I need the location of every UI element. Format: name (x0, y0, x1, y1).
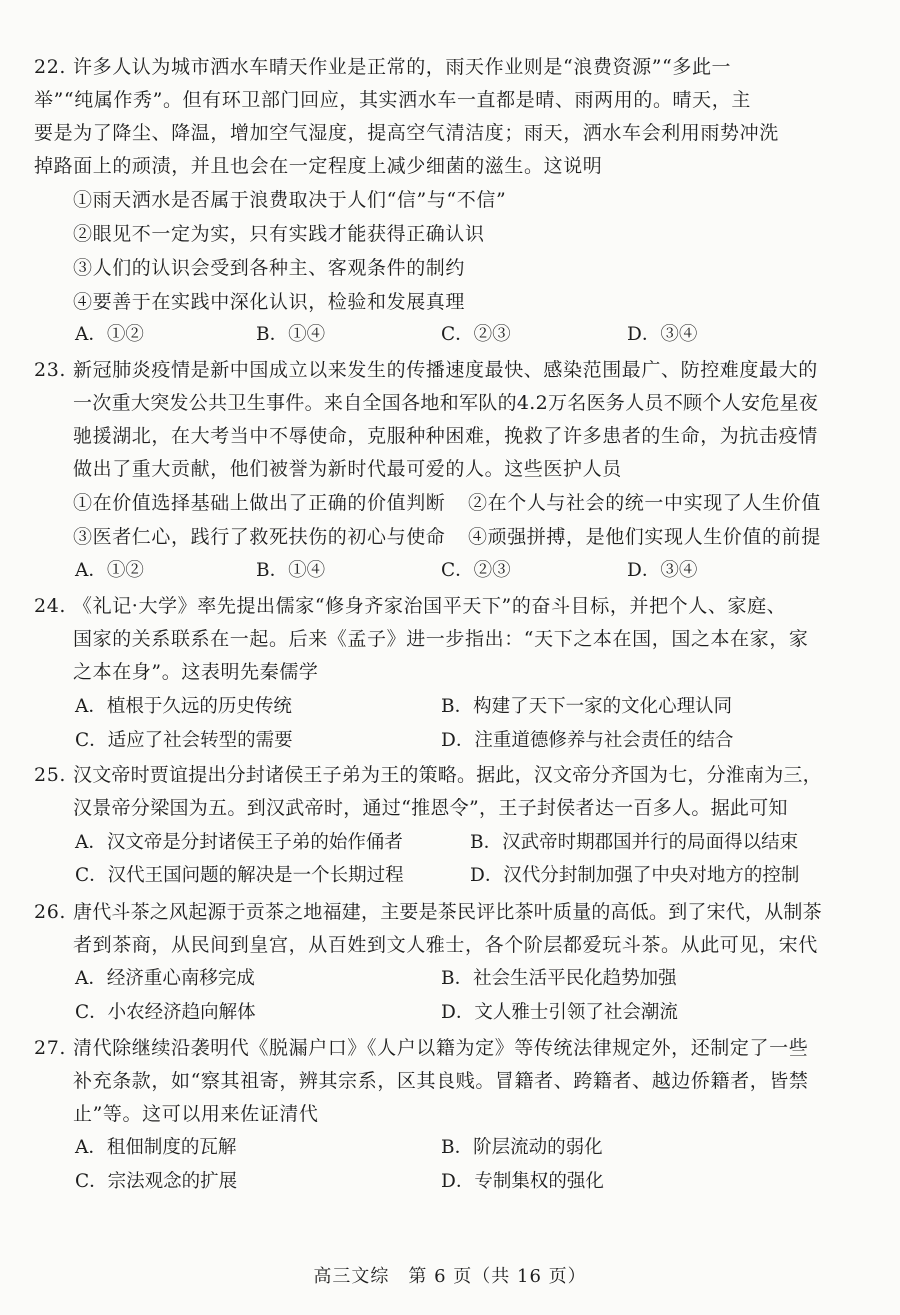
question-stem-line: 举”“纯属作秀”。但有环卫部门回应，其实洒水车一直都是晴、雨两用的。晴天，主 (34, 89, 751, 111)
statement: ①在价值选择基础上做出了正确的价值判断 (73, 492, 446, 514)
option-c: C．宗法观念的扩展 (75, 1171, 238, 1192)
question-number: 24. (34, 595, 67, 617)
question-stem-line: 做出了重大贡献，他们被誉为新时代最可爱的人。这些医护人员 (73, 458, 622, 480)
option-d: D．注重道德修养与社会责任的结合 (441, 730, 734, 751)
option-b: B．①④ (256, 560, 326, 581)
question-stem-line: 许多人认为城市洒水车晴天作业是正常的，雨天作业则是“浪费资源”“多此一 (73, 56, 732, 78)
statement: ③人们的认识会受到各种主、客观条件的制约 (73, 257, 466, 279)
question-stem-line: 补充条款，如“察其祖寄，辨其宗系，区其良贱。冒籍者、跨籍者、越边侨籍者，皆禁 (73, 1070, 809, 1092)
question-number: 23. (34, 359, 67, 381)
option-a: A．租佃制度的瓦解 (75, 1137, 237, 1158)
page-footer: 高三文综 第 6 页（共 16 页） (313, 1266, 587, 1287)
question-stem-line: 新冠肺炎疫情是新中国成立以来发生的传播速度最快、感染范围最广、防控难度最大的 (73, 359, 818, 381)
option-d: D．文人雅士引领了社会潮流 (441, 1002, 678, 1023)
question-stem-line: 止”等。这可以用来佐证清代 (73, 1103, 319, 1125)
option-a: A．经济重心南移完成 (75, 968, 255, 989)
option-d: D．专制集权的强化 (441, 1171, 604, 1192)
option-d: D．汉代分封制加强了中央对地方的控制 (470, 865, 800, 886)
option-b: B．社会生活平民化趋势加强 (441, 968, 677, 989)
option-c: C．②③ (441, 324, 511, 345)
question-stem-line: 唐代斗茶之风起源于贡茶之地福建，主要是茶民评比茶叶质量的高低。到了宋代，从制茶 (73, 901, 822, 923)
question-stem-line: 汉景帝分梁国为五。到汉武帝时，通过“推恩令”，王子封侯者达一百多人。据此可知 (73, 797, 788, 819)
option-c: C．汉代王国问题的解决是一个长期过程 (75, 865, 404, 886)
question-number: 22. (34, 56, 67, 78)
question-stem-line: 者到茶商，从民间到皇宫，从百姓到文人雅士，各个阶层都爱玩斗茶。从此可见，宋代 (73, 934, 818, 956)
question-stem-line: 《礼记·大学》率先提出儒家“修身齐家治国平天下”的奋斗目标，并把个人、家庭、 (73, 595, 787, 617)
option-a: A．①② (75, 560, 144, 581)
question-stem-line: 驰援湖北，在大考当中不辱使命，克服种种困难，挽救了许多患者的生命，为抗击疫情 (73, 425, 818, 447)
question-stem-line: 要是为了降尘、降温，增加空气湿度，提高空气清洁度；雨天，洒水车会利用雨势冲洗 (34, 122, 779, 144)
question-stem-line: 国家的关系联系在一起。后来《孟子》进一步指出：“天下之本在国，国之本在家，家 (73, 628, 809, 650)
option-a: A．汉文帝是分封诸侯王子弟的始作俑者 (75, 832, 403, 853)
option-d: D．③④ (627, 324, 698, 345)
statement: ④顽强拼搏，是他们实现人生价值的前提 (468, 526, 821, 548)
option-a: A．①② (75, 324, 144, 345)
statement: ③医者仁心，践行了救死扶伤的初心与使命 (73, 526, 446, 548)
question-stem-line: 之本在身”。这表明先秦儒学 (73, 661, 319, 683)
option-d: D．③④ (627, 560, 698, 581)
question-number: 25. (34, 764, 67, 786)
option-a: A．植根于久远的历史传统 (75, 696, 292, 717)
question-stem-line: 清代除继续沿袭明代《脱漏户口》《人户以籍为定》等传统法律规定外，还制定了一些 (73, 1037, 809, 1059)
option-b: B．汉武帝时期郡国并行的局面得以结束 (470, 832, 799, 853)
statement: ④要善于在实践中深化认识，检验和发展真理 (73, 291, 466, 313)
option-c: C．适应了社会转型的需要 (75, 730, 293, 751)
option-b: B．构建了天下一家的文化心理认同 (441, 696, 733, 717)
question-number: 26. (34, 901, 67, 923)
question-stem-line: 汉文帝时贾谊提出分封诸侯王子弟为王的策略。据此，汉文帝分齐国为七，分淮南为三， (73, 764, 822, 786)
option-b: B．①④ (256, 324, 326, 345)
option-b: B．阶层流动的弱化 (441, 1137, 603, 1158)
statement: ②眼见不一定为实，只有实践才能获得正确认识 (73, 223, 485, 245)
question-stem-line: 一次重大突发公共卫生事件。来自全国各地和军队的4.2万名医务人员不顾个人安危星夜 (73, 392, 819, 414)
option-c: C．小农经济趋向解体 (75, 1002, 256, 1023)
question-stem-line: 掉路面上的顽渍，并且也会在一定程度上减少细菌的滋生。这说明 (34, 155, 603, 177)
question-number: 27. (34, 1037, 67, 1059)
statement: ①雨天洒水是否属于浪费取决于人们“信”与“不信” (73, 189, 507, 211)
statement: ②在个人与社会的统一中实现了人生价值 (468, 492, 821, 514)
option-c: C．②③ (441, 560, 511, 581)
